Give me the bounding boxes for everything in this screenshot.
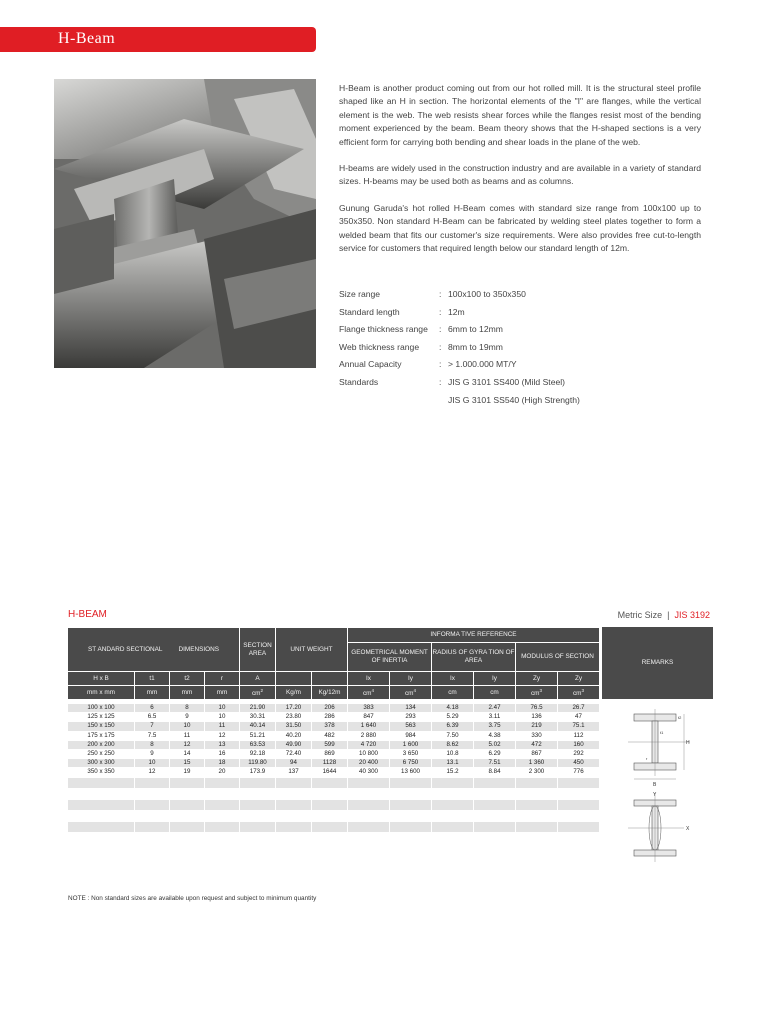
empty-cell bbox=[390, 777, 432, 788]
table-cell: 847 bbox=[348, 713, 390, 722]
unit-sup: 4 bbox=[371, 687, 375, 693]
empty-cell bbox=[276, 799, 312, 810]
unit-mm: mm bbox=[135, 686, 170, 700]
table-cell: 450 bbox=[558, 759, 600, 768]
header-std-dimensions bbox=[68, 628, 240, 672]
symbol-hxb: H x B bbox=[68, 672, 135, 686]
cell-size: 250 x 250 bbox=[68, 750, 135, 759]
table-cell: 13 600 bbox=[390, 768, 432, 777]
symbol-t2: t2 bbox=[170, 672, 205, 686]
table-row bbox=[68, 740, 600, 749]
table-cell: 6 bbox=[135, 704, 170, 713]
empty-cell bbox=[240, 788, 276, 799]
title-bar bbox=[0, 27, 316, 52]
empty-cell bbox=[432, 821, 474, 832]
table-cell: 1 360 bbox=[516, 759, 558, 768]
unit-cm4 bbox=[348, 686, 390, 700]
table-cell: 2 880 bbox=[348, 731, 390, 740]
spec-colon: : bbox=[439, 306, 442, 317]
description-paragraph: Gunung Garuda's hot rolled H-Beam comes with standard size range from 100x100 up to 350x350. Non standard H-Beam can be fabricated by welding steel plates together to form a welded beam that fits our customer's size requirements. Were also provides free cut-to-length service for customers that required length below our standard length of 12m. bbox=[339, 202, 701, 254]
empty-cell bbox=[390, 810, 432, 821]
unit-kg-12m: Kg/12m bbox=[312, 686, 348, 700]
empty-cell bbox=[240, 821, 276, 832]
table-row bbox=[68, 704, 600, 713]
empty-cell bbox=[558, 777, 600, 788]
empty-row bbox=[68, 799, 600, 810]
empty-cell bbox=[205, 832, 240, 843]
empty-cell bbox=[432, 788, 474, 799]
table-cell: 5.29 bbox=[432, 713, 474, 722]
description-paragraph: H-beams are widely used in the construction industry and are available in a variety of standard sizes. H-beams may be used both as beams and as columns. bbox=[339, 163, 701, 187]
empty-cell bbox=[240, 799, 276, 810]
table-cell: 2 300 bbox=[516, 768, 558, 777]
table-cell: 776 bbox=[558, 768, 600, 777]
table-cell: 20 bbox=[205, 768, 240, 777]
table-cell: 7 bbox=[135, 722, 170, 731]
empty-cell bbox=[68, 832, 135, 843]
empty-cell bbox=[276, 810, 312, 821]
metric-label: Metric Size bbox=[617, 610, 663, 620]
separator: | bbox=[667, 610, 670, 620]
spec-label: Annual Capacity bbox=[339, 359, 402, 370]
h-beam-table bbox=[67, 627, 600, 844]
empty-row bbox=[68, 810, 600, 821]
description-paragraph: H-Beam is another product coming out from our hot rolled mill. It is the structural steel profile shaped like an H in section. The horizontal elements of the "I" are flanges, while the vertical element is the web. The web resists shear forces while the flanges resist most of the bending moment experienced by the beam. Beam theory shows that the H-shaped sections is a very efficient form for carrying both bending and shear loads in the plane of the web. bbox=[339, 83, 701, 147]
table-cell: 330 bbox=[516, 731, 558, 740]
empty-cell bbox=[432, 799, 474, 810]
empty-cell bbox=[348, 788, 390, 799]
symbol-t1: t1 bbox=[135, 672, 170, 686]
unit-cm: cm bbox=[432, 686, 474, 700]
empty-cell bbox=[474, 788, 516, 799]
table-cell: 12 bbox=[170, 740, 205, 749]
table-cell: 19 bbox=[170, 768, 205, 777]
empty-cell bbox=[348, 832, 390, 843]
table-cell: 94 bbox=[276, 759, 312, 768]
empty-cell bbox=[312, 799, 348, 810]
header-geometrical-moment: GEOMETRICAL MOMENT OF INERTIA bbox=[348, 643, 432, 672]
unit-mm: mm bbox=[205, 686, 240, 700]
unit-kg-m: Kg/m bbox=[276, 686, 312, 700]
table-cell: 8 bbox=[170, 704, 205, 713]
empty-cell bbox=[312, 832, 348, 843]
table-cell: 72.40 bbox=[276, 750, 312, 759]
table-row bbox=[68, 722, 600, 731]
empty-cell bbox=[205, 810, 240, 821]
unit-text: cm bbox=[404, 690, 414, 698]
table-cell: 23.80 bbox=[276, 713, 312, 722]
header-informative-reference: INFORMA TIVE REFERENCE bbox=[348, 628, 600, 643]
h-beam-photo bbox=[54, 79, 316, 368]
header-section-area: SECTION AREA bbox=[240, 628, 276, 672]
table-row bbox=[68, 759, 600, 768]
table-cell: 12 bbox=[205, 731, 240, 740]
empty-cell bbox=[135, 821, 170, 832]
symbol-zy: Zy bbox=[516, 672, 558, 686]
empty-row bbox=[68, 777, 600, 788]
unit-text: cm bbox=[251, 690, 261, 698]
label-b: B bbox=[653, 782, 657, 788]
table-cell: 10.8 bbox=[432, 750, 474, 759]
empty-cell bbox=[240, 777, 276, 788]
spec-label: Flange thickness range bbox=[339, 324, 428, 335]
table-cell: 11 bbox=[205, 722, 240, 731]
symbol-ix: Ix bbox=[348, 672, 390, 686]
table-cell: 76.5 bbox=[516, 704, 558, 713]
table-row bbox=[68, 731, 600, 740]
empty-row bbox=[68, 788, 600, 799]
empty-cell bbox=[170, 799, 205, 810]
cell-size: 100 x 100 bbox=[68, 704, 135, 713]
empty-cell bbox=[135, 777, 170, 788]
spec-value: > 1.000.000 MT/Y bbox=[448, 359, 517, 370]
table-cell: 92.18 bbox=[240, 750, 276, 759]
table-cell: 134 bbox=[390, 704, 432, 713]
table-cell: 14 bbox=[170, 750, 205, 759]
table-cell: 136 bbox=[516, 713, 558, 722]
table-cell: 12 bbox=[135, 768, 170, 777]
symbol-iy: Iy bbox=[474, 672, 516, 686]
unit-cm4 bbox=[390, 686, 432, 700]
empty-cell bbox=[276, 777, 312, 788]
empty-cell bbox=[516, 777, 558, 788]
empty-cell bbox=[516, 821, 558, 832]
empty-cell bbox=[516, 810, 558, 821]
cell-size: 350 x 350 bbox=[68, 768, 135, 777]
label-x: X bbox=[686, 826, 690, 832]
spec-colon: : bbox=[439, 341, 442, 352]
empty-cell bbox=[135, 810, 170, 821]
table-cell: 984 bbox=[390, 731, 432, 740]
empty-cell bbox=[68, 821, 135, 832]
table-cell: 383 bbox=[348, 704, 390, 713]
empty-cell bbox=[170, 821, 205, 832]
header-std-sectional: ST ANDARD SECTIONAL bbox=[88, 645, 163, 653]
cell-size: 300 x 300 bbox=[68, 759, 135, 768]
table-cell: 4.18 bbox=[432, 704, 474, 713]
header-radius-gyration: RADIUS OF GYRA TION OF AREA bbox=[432, 643, 516, 672]
table-cell: 30.31 bbox=[240, 713, 276, 722]
table-cell: 6.29 bbox=[474, 750, 516, 759]
empty-cell bbox=[135, 799, 170, 810]
table-cell: 3 650 bbox=[390, 750, 432, 759]
unit-text: cm bbox=[572, 690, 582, 698]
symbol-a: A bbox=[240, 672, 276, 686]
empty-cell bbox=[432, 777, 474, 788]
table-cell: 47 bbox=[558, 713, 600, 722]
description bbox=[339, 82, 701, 268]
unit-cm2 bbox=[240, 686, 276, 700]
table-row bbox=[68, 768, 600, 777]
spec-value: JIS G 3101 SS540 (High Strength) bbox=[448, 394, 580, 405]
table-cell: 21.90 bbox=[240, 704, 276, 713]
table-cell: 599 bbox=[312, 740, 348, 749]
empty-cell bbox=[68, 777, 135, 788]
table-cell: 15 bbox=[170, 759, 205, 768]
table-row bbox=[68, 750, 600, 759]
empty-cell bbox=[240, 832, 276, 843]
empty-cell bbox=[474, 821, 516, 832]
spec-colon: : bbox=[439, 359, 442, 370]
table-cell: 563 bbox=[390, 722, 432, 731]
table-title: H-BEAM bbox=[68, 609, 107, 620]
empty-cell bbox=[348, 799, 390, 810]
spec-label: Size range bbox=[339, 289, 381, 299]
empty-cell bbox=[135, 832, 170, 843]
h-beam-section-diagram bbox=[624, 704, 704, 864]
table-cell: 7.50 bbox=[432, 731, 474, 740]
label-t2: t2 bbox=[678, 715, 682, 720]
table-cell: 378 bbox=[312, 722, 348, 731]
table-cell: 40 300 bbox=[348, 768, 390, 777]
empty-cell bbox=[170, 777, 205, 788]
table-cell: 20 400 bbox=[348, 759, 390, 768]
unit-mm: mm bbox=[170, 686, 205, 700]
standard-label: JIS 3192 bbox=[674, 610, 710, 620]
table-cell: 293 bbox=[390, 713, 432, 722]
table-cell: 9 bbox=[135, 750, 170, 759]
table-cell: 40.14 bbox=[240, 722, 276, 731]
empty-cell bbox=[474, 810, 516, 821]
label-y: Y bbox=[653, 792, 657, 798]
spec-colon: : bbox=[439, 289, 442, 299]
empty-cell bbox=[312, 788, 348, 799]
unit-text: cm bbox=[530, 690, 540, 698]
empty-cell bbox=[348, 821, 390, 832]
empty-cell bbox=[474, 777, 516, 788]
spec-label: Standards bbox=[339, 376, 379, 387]
table-note: NOTE : Non standard sizes are available upon request and subject to minimum quantity bbox=[68, 895, 317, 902]
spec-value: 100x100 to 350x350 bbox=[448, 289, 526, 299]
empty-cell bbox=[276, 832, 312, 843]
table-cell: 6.39 bbox=[432, 722, 474, 731]
table-cell: 3.75 bbox=[474, 722, 516, 731]
empty-cell bbox=[312, 821, 348, 832]
empty-cell bbox=[170, 788, 205, 799]
table-cell: 1 640 bbox=[348, 722, 390, 731]
table-cell: 160 bbox=[558, 740, 600, 749]
symbol-r: r bbox=[205, 672, 240, 686]
table-cell: 292 bbox=[558, 750, 600, 759]
table-cell: 869 bbox=[312, 750, 348, 759]
table-cell: 206 bbox=[312, 704, 348, 713]
table-cell: 10 bbox=[170, 722, 205, 731]
table-cell: 482 bbox=[312, 731, 348, 740]
table-cell: 8.62 bbox=[432, 740, 474, 749]
table-cell: 4 720 bbox=[348, 740, 390, 749]
empty-cell bbox=[390, 799, 432, 810]
table-cell: 112 bbox=[558, 731, 600, 740]
empty-row bbox=[68, 832, 600, 843]
empty-cell bbox=[390, 821, 432, 832]
table-cell: 15.2 bbox=[432, 768, 474, 777]
empty-cell bbox=[516, 799, 558, 810]
symbol-ix: Ix bbox=[432, 672, 474, 686]
table-cell: 75.1 bbox=[558, 722, 600, 731]
table-body bbox=[68, 700, 600, 844]
cell-size: 150 x 150 bbox=[68, 722, 135, 731]
table-cell: 6 750 bbox=[390, 759, 432, 768]
page-title: H-Beam bbox=[58, 30, 116, 47]
empty-cell bbox=[558, 788, 600, 799]
empty-cell bbox=[348, 777, 390, 788]
empty-cell bbox=[432, 810, 474, 821]
table-cell: 18 bbox=[205, 759, 240, 768]
empty-cell bbox=[432, 832, 474, 843]
table-cell: 13 bbox=[205, 740, 240, 749]
header-unit-weight: UNIT WEIGHT bbox=[276, 628, 348, 672]
symbol-blank bbox=[276, 672, 312, 686]
symbol-blank bbox=[312, 672, 348, 686]
header-modulus-section: MODULUS OF SECTION bbox=[516, 643, 600, 672]
table-cell: 8 bbox=[135, 740, 170, 749]
empty-cell bbox=[276, 788, 312, 799]
unit-cm3 bbox=[558, 686, 600, 700]
unit-sup: 4 bbox=[413, 687, 417, 693]
table-cell: 119.80 bbox=[240, 759, 276, 768]
table-cell: 219 bbox=[516, 722, 558, 731]
table-cell: 26.7 bbox=[558, 704, 600, 713]
table-cell: 10 bbox=[205, 704, 240, 713]
empty-cell bbox=[68, 788, 135, 799]
table-cell: 16 bbox=[205, 750, 240, 759]
spec-value: 6mm to 12mm bbox=[448, 324, 503, 335]
table-cell: 9 bbox=[170, 713, 205, 722]
empty-cell bbox=[390, 788, 432, 799]
empty-cell bbox=[558, 799, 600, 810]
spec-colon: : bbox=[439, 376, 442, 387]
table-cell: 10 800 bbox=[348, 750, 390, 759]
table-cell: 4.38 bbox=[474, 731, 516, 740]
table-cell: 6.5 bbox=[135, 713, 170, 722]
table-cell: 472 bbox=[516, 740, 558, 749]
spec-value: 12m bbox=[448, 306, 465, 317]
table-cell: 7.51 bbox=[474, 759, 516, 768]
table-cell: 8.84 bbox=[474, 768, 516, 777]
cell-size: 200 x 200 bbox=[68, 740, 135, 749]
header-remarks: REMARKS bbox=[602, 627, 713, 699]
table-cell: 3.11 bbox=[474, 713, 516, 722]
table-cell: 13.1 bbox=[432, 759, 474, 768]
empty-cell bbox=[170, 810, 205, 821]
symbol-iy: Iy bbox=[390, 672, 432, 686]
empty-cell bbox=[68, 799, 135, 810]
spec-colon: : bbox=[439, 324, 442, 335]
empty-cell bbox=[170, 832, 205, 843]
empty-cell bbox=[474, 799, 516, 810]
empty-cell bbox=[135, 788, 170, 799]
empty-cell bbox=[240, 810, 276, 821]
empty-cell bbox=[474, 832, 516, 843]
table-cell: 867 bbox=[516, 750, 558, 759]
header-dimensions: DIMENSIONS bbox=[178, 645, 219, 653]
table-cell: 17.20 bbox=[276, 704, 312, 713]
table-cell: 7.5 bbox=[135, 731, 170, 740]
table-cell: 40.20 bbox=[276, 731, 312, 740]
table-cell: 10 bbox=[205, 713, 240, 722]
symbol-zy: Zy bbox=[558, 672, 600, 686]
label-t1: t1 bbox=[660, 730, 664, 735]
table-cell: 1644 bbox=[312, 768, 348, 777]
label-r: r bbox=[646, 756, 648, 761]
metric-size-label bbox=[618, 610, 710, 620]
empty-cell bbox=[205, 799, 240, 810]
empty-cell bbox=[558, 821, 600, 832]
spec-label: Standard length bbox=[339, 306, 400, 317]
table-cell: 31.50 bbox=[276, 722, 312, 731]
table-cell: 63.53 bbox=[240, 740, 276, 749]
cell-size: 175 x 175 bbox=[68, 731, 135, 740]
empty-cell bbox=[68, 810, 135, 821]
empty-row bbox=[68, 821, 600, 832]
spec-label: Web thickness range bbox=[339, 341, 420, 352]
table-row bbox=[68, 713, 600, 722]
table-cell: 173.9 bbox=[240, 768, 276, 777]
empty-cell bbox=[558, 810, 600, 821]
unit-cm3 bbox=[516, 686, 558, 700]
unit-cm: cm bbox=[474, 686, 516, 700]
empty-cell bbox=[348, 810, 390, 821]
unit-mm-x-mm: mm x mm bbox=[68, 686, 135, 700]
table-cell: 137 bbox=[276, 768, 312, 777]
table-cell: 11 bbox=[170, 731, 205, 740]
spec-value: 8mm to 19mm bbox=[448, 341, 503, 352]
table-cell: 2.47 bbox=[474, 704, 516, 713]
unit-sup: 2 bbox=[260, 687, 264, 693]
table-cell: 1128 bbox=[312, 759, 348, 768]
empty-cell bbox=[312, 777, 348, 788]
unit-sup: 3 bbox=[539, 687, 543, 693]
unit-sup: 3 bbox=[581, 687, 585, 693]
spec-value: JIS G 3101 SS400 (Mild Steel) bbox=[448, 376, 566, 387]
table-cell: 5.02 bbox=[474, 740, 516, 749]
table-cell: 10 bbox=[135, 759, 170, 768]
table-cell: 286 bbox=[312, 713, 348, 722]
empty-cell bbox=[276, 821, 312, 832]
empty-cell bbox=[205, 777, 240, 788]
cell-size: 125 x 125 bbox=[68, 713, 135, 722]
label-h: H bbox=[686, 740, 690, 746]
unit-text: cm bbox=[362, 690, 372, 698]
table-cell: 1 600 bbox=[390, 740, 432, 749]
empty-cell bbox=[558, 832, 600, 843]
empty-cell bbox=[312, 810, 348, 821]
empty-cell bbox=[205, 821, 240, 832]
empty-cell bbox=[390, 832, 432, 843]
empty-cell bbox=[516, 788, 558, 799]
empty-cell bbox=[205, 788, 240, 799]
table-cell: 49.90 bbox=[276, 740, 312, 749]
empty-cell bbox=[516, 832, 558, 843]
table-cell: 51.21 bbox=[240, 731, 276, 740]
